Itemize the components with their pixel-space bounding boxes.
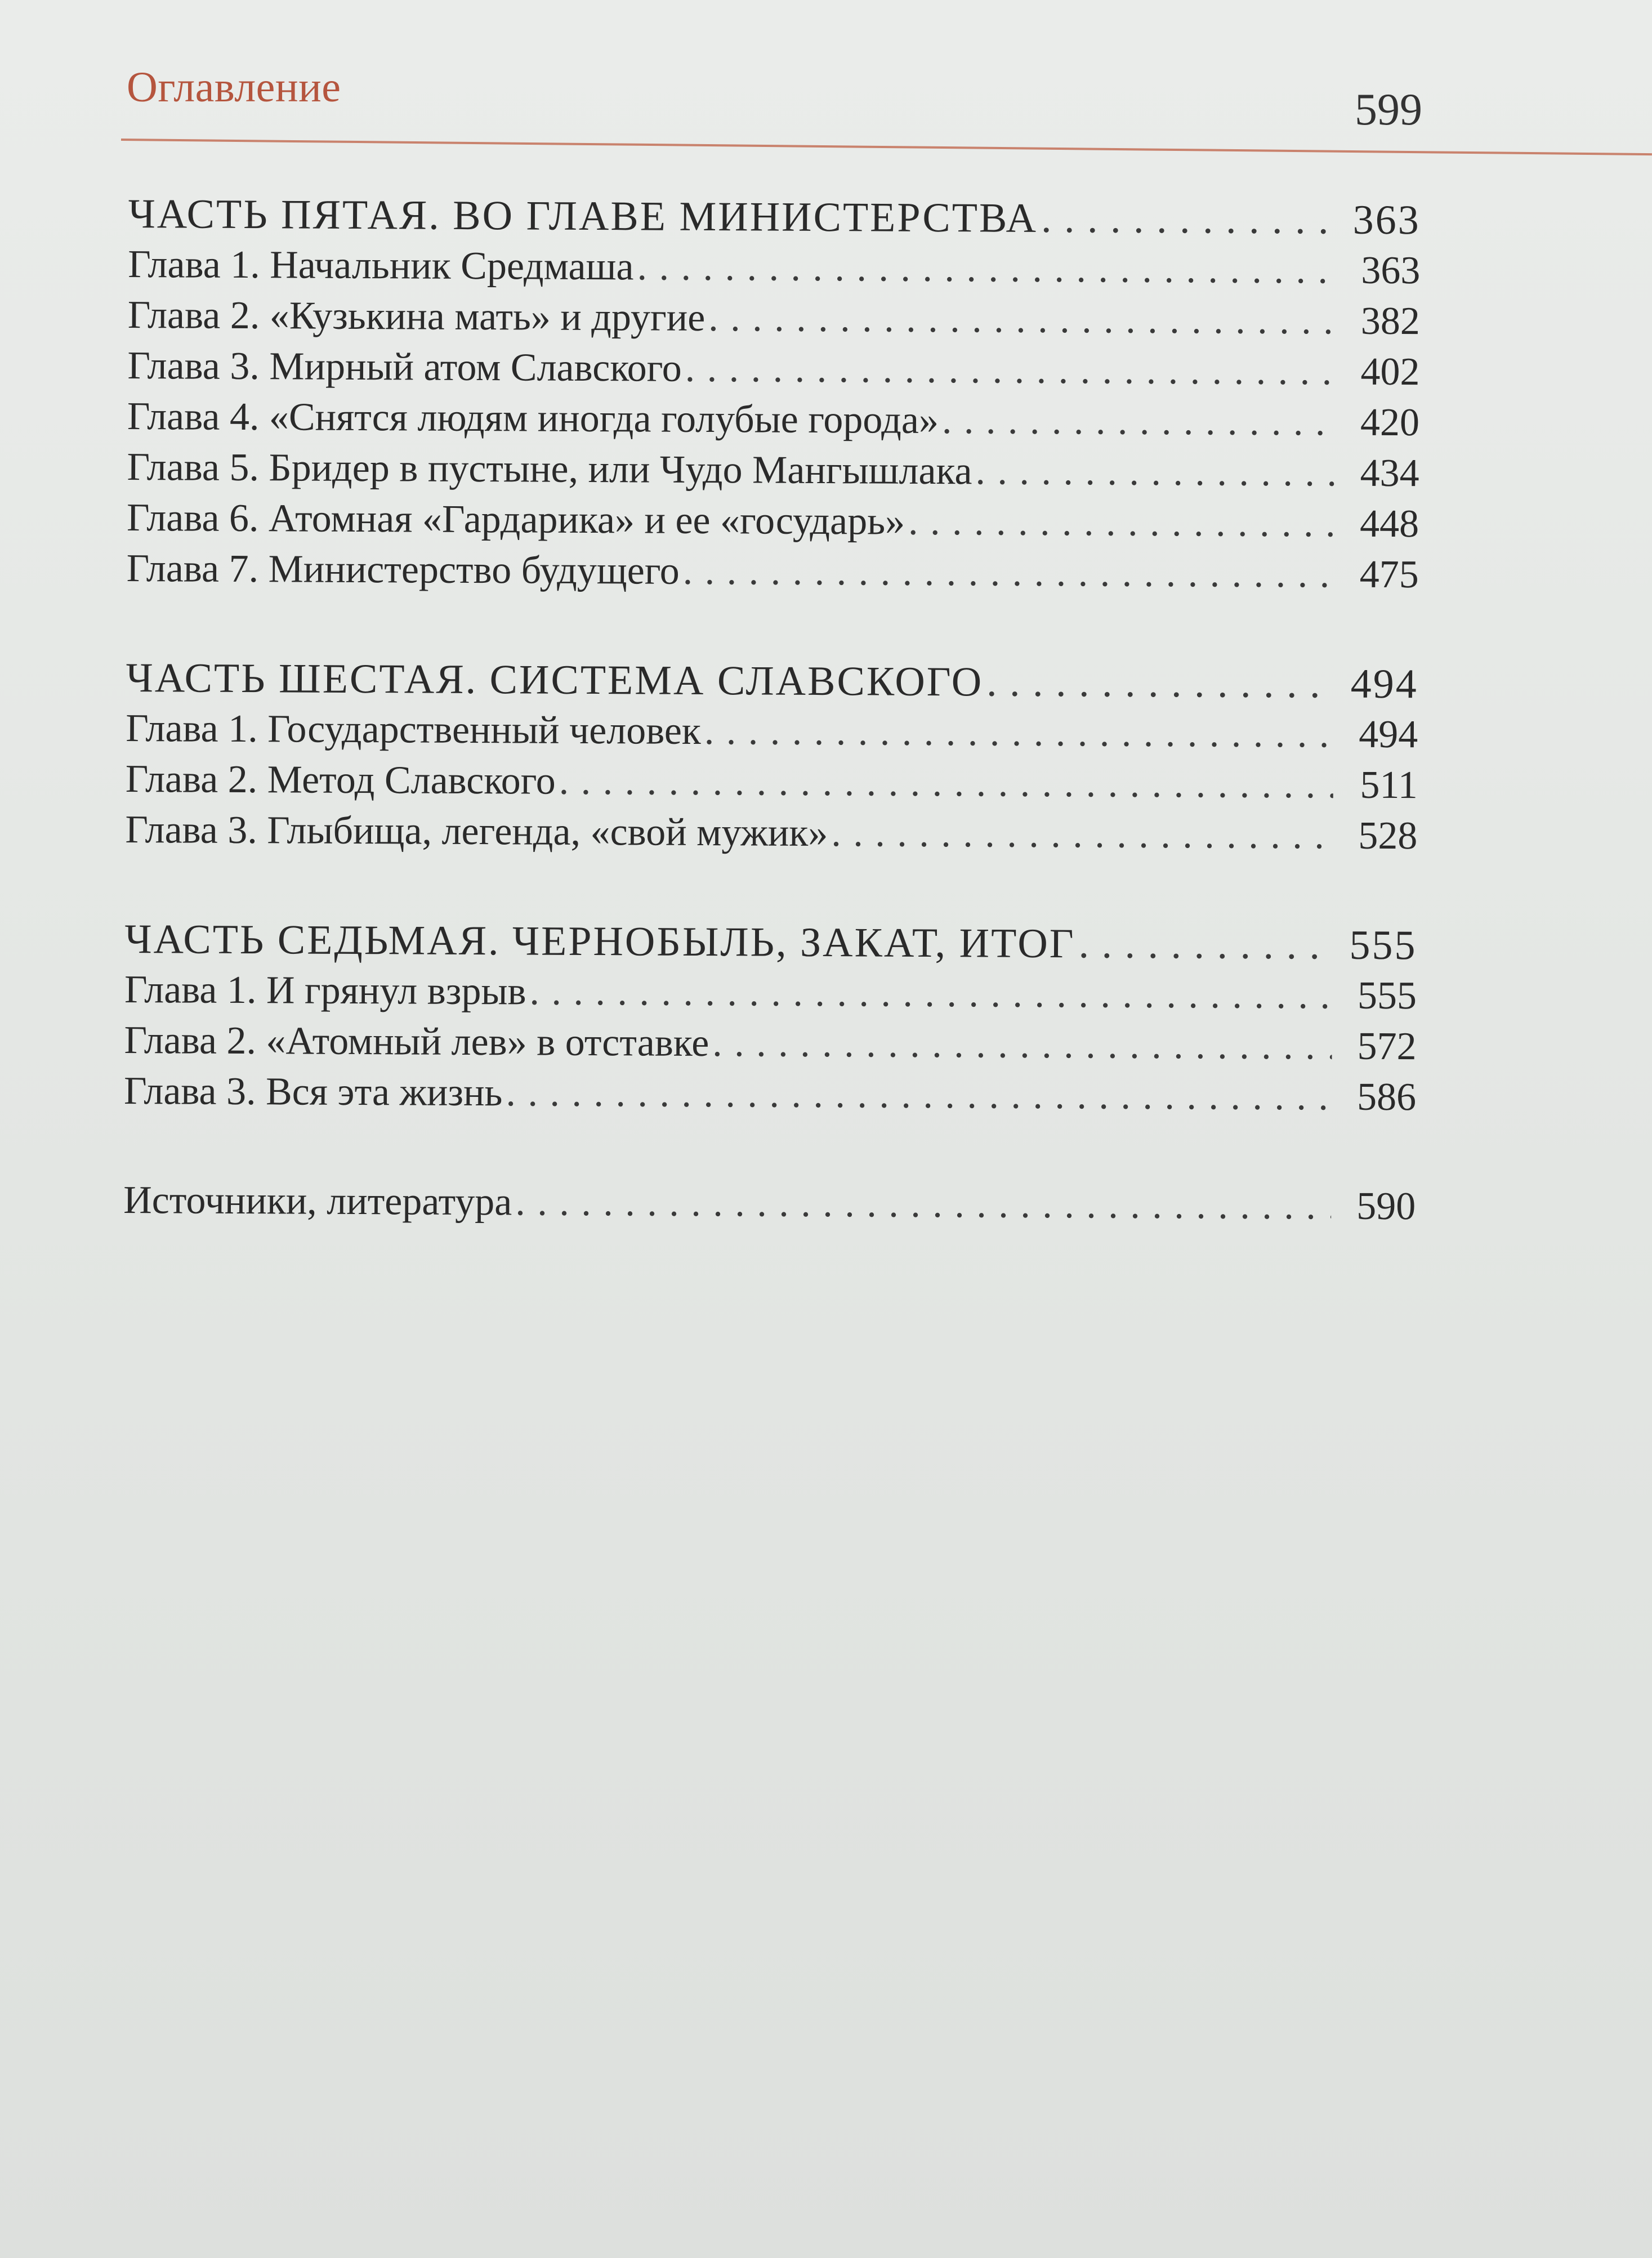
dot-leader: [908, 497, 1334, 550]
dot-leader: [708, 293, 1336, 346]
part-title: ЧАСТЬ ШЕСТАЯ. СИСТЕМА СЛАВСКОГО: [126, 654, 984, 706]
dot-leader: [831, 808, 1333, 861]
part-title: ЧАСТЬ ПЯТАЯ. ВО ГЛАВЕ МИНИСТЕРСТВА: [128, 190, 1038, 242]
dot-leader: [515, 1177, 1331, 1231]
chapter-page: 494: [1359, 712, 1418, 757]
toc-chapter-row: [125, 805, 1417, 862]
page-number: 599: [1355, 85, 1422, 135]
chapter-title: Глава 1. Государственный человек: [126, 706, 702, 753]
running-head: Оглавление: [127, 64, 341, 111]
toc-part-five: [126, 189, 1420, 600]
part-page: 555: [1349, 922, 1417, 969]
chapter-page: 511: [1360, 763, 1418, 807]
dot-leader: [1078, 918, 1332, 970]
sources-title: Источники, литература: [123, 1178, 512, 1224]
dot-leader: [529, 966, 1332, 1021]
chapter-page: 448: [1359, 502, 1419, 546]
part-title: ЧАСТЬ СЕДЬМАЯ. ЧЕРНОБЫЛЬ, ЗАКАТ, ИТОГ: [124, 916, 1075, 967]
toc-part-heading: [128, 189, 1421, 246]
header-rule: [121, 139, 1652, 155]
toc-chapter-row: [126, 754, 1418, 811]
toc-chapter-row: [127, 341, 1419, 398]
dot-leader: [704, 706, 1334, 760]
chapter-title: Глава 3. Вся эта жизнь: [123, 1069, 503, 1115]
dot-leader: [683, 546, 1334, 600]
toc-sources-row: [123, 1175, 1416, 1232]
chapter-title: Глава 5. Бридер в пустыне, или Чудо Мангышлака: [127, 445, 972, 493]
toc-chapter-row: [126, 703, 1418, 760]
chapter-title: Глава 2. «Атомный лев» в отставке: [124, 1018, 709, 1065]
chapter-title: Глава 3. Глыбища, легенда, «свой мужик»: [125, 807, 828, 855]
chapter-page: 382: [1360, 299, 1421, 343]
chapter-title: Глава 1. Начальник Средмаша: [128, 242, 634, 289]
chapter-page: 528: [1358, 814, 1418, 858]
toc-chapter-row: [124, 1015, 1416, 1072]
dot-leader: [986, 657, 1334, 709]
part-page: 494: [1350, 661, 1418, 708]
dot-leader: [637, 242, 1336, 296]
chapter-title: Глава 2. Метод Славского: [125, 757, 556, 803]
chapter-title: Глава 4. «Снятся людям иногда голубые города»: [127, 394, 939, 443]
table-of-contents: [123, 189, 1421, 1232]
toc-chapter-row: [127, 493, 1419, 550]
dot-leader: [942, 395, 1335, 448]
chapter-page: 363: [1361, 248, 1421, 293]
part-page: 363: [1352, 197, 1421, 244]
toc-chapter-row: [127, 391, 1419, 448]
chapter-page: 420: [1360, 400, 1420, 445]
toc-chapter-row: [126, 543, 1418, 600]
dot-leader: [712, 1018, 1332, 1072]
dot-leader: [685, 343, 1336, 398]
chapter-page: 586: [1356, 1075, 1417, 1119]
toc-chapter-row: [124, 965, 1417, 1021]
toc-part-six: [125, 653, 1418, 862]
dot-leader: [975, 446, 1334, 498]
toc-chapter-row: [124, 1066, 1416, 1123]
toc-chapter-row: [127, 442, 1419, 499]
chapter-title: Глава 2. «Кузькина мать» и другие: [127, 293, 706, 340]
chapter-title: Глава 3. Мирный атом Славского: [127, 343, 682, 390]
toc-chapter-row: [128, 290, 1420, 347]
dot-leader: [1041, 193, 1336, 246]
dot-leader: [559, 756, 1334, 811]
chapter-page: 572: [1357, 1024, 1417, 1069]
dot-leader: [506, 1068, 1332, 1122]
toc-chapter-row: [128, 239, 1420, 296]
chapter-page: 555: [1357, 974, 1417, 1018]
chapter-page: 402: [1360, 350, 1420, 394]
chapter-title: Глава 6. Атомная «Гардарика» и ее «государь»: [126, 496, 905, 543]
chapter-page: 434: [1360, 451, 1419, 496]
sources-page: 590: [1356, 1184, 1416, 1229]
toc-part-heading: [124, 914, 1417, 971]
chapter-title: Глава 1. И грянул взрыв: [124, 967, 526, 1014]
toc-part-seven: [124, 914, 1417, 1123]
chapter-page: 475: [1359, 552, 1419, 597]
toc-part-heading: [126, 653, 1418, 709]
chapter-title: Глава 7. Министерство будущего: [126, 546, 680, 593]
